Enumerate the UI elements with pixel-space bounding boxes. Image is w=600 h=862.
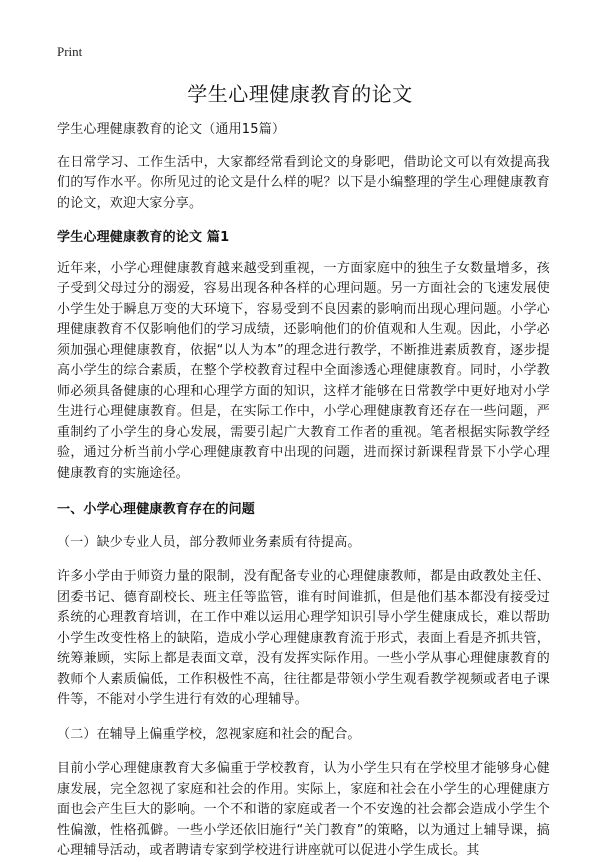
body-paragraph-1: 近年来，小学心理健康教育越来越受到重视，一方面家庭中的独生子女数量增多，孩子受到父母过分的溺爱，容易出现各种各样的心理问题。另一方面社会的飞速发展使小学生处于瞬息万变的大环境下，容易受到不良因素的影响而出现心理问题。小学心理健康教育不仅影响他们的学习成绩，还影响他们的价值观和人生观。因此，小学必须加强心理健康教育，依据“以人为本”的理念进行教学，不断推进素质教育，逐步提高小学生的综合素质，在整个学校教育过程中全面渗透心理健康教育。同时，小学教师必须具备健康的心理和心理学方面的知识，这样才能够在日常教学中更好地对小学生进行心理健康教育。但是，在实际工作中，小学心理健康教育还存在一些问题，严重制约了小学生的身心发展，需要引起广大教育工作者的重视。笔者根据实际教学经验，通过分析当前小学心理健康教育中出现的问题，进而探讨新课程背景下小学心理健康教育的实施途径。 (57, 260, 550, 481)
section-heading-1: 一、小学心理健康教育存在的问题 (57, 502, 256, 517)
article-body (57, 120, 550, 862)
intro-paragraph: 在日常学习、工作生活中，大家都经常看到论文的身影吧，借助论文可以有效提高我们的写作水平。你所见过的论文是什么样的呢？以下是小编整理的学生心理健康教育的论文，欢迎大家分享。 (57, 154, 550, 211)
subheading-1: （一）缺少专业人员，部分教师业务素质有待提高。 (57, 534, 361, 550)
body-paragraph-2: 许多小学由于师资力量的限制，没有配备专业的心理健康教师，都是由政教处主任、团委书记、德育副校长、班主任等监管，谁有时间谁抓，但是他们基本都没有接受过系统的心理教育培训，在工作中难以运用心理学知识引导小学生健康成长，难以帮助小学生改变性格上的缺陷，造成小学心理健康教育流于形式，表面上看是齐抓共管，统筹兼顾，实际上都是表面文章，没有发挥实际作用。一些小学从事心理健康教育的教师个人素质偏低，工作积极性不高，往往都是带领小学生观看教学视频或者电子课件等，不能对小学生进行有效的心理辅导。 (57, 569, 550, 707)
page-title: 学生心理健康教育的论文 (187, 82, 413, 106)
print-link[interactable]: Print (57, 44, 83, 59)
body-paragraph-3: 目前小学心理健康教育大多偏重于学校教育，认为小学生只有在学校里才能够身心健康发展，完全忽视了家庭和社会的作用。实际上，家庭和社会在小学生的心理健康方面也会产生巨大的影响。一个不和谐的家庭或者一个不安逸的社会都会造成小学生个性偏激，性格孤僻。一些小学还依旧施行“关门教育”的策略，以为通过上辅导课，搞心理辅导活动，或者聘请专家到学校进行讲座就可以促进小学生成长。其 (57, 761, 550, 858)
article-subtitle: 学生心理健康教育的论文（通用15篇） (57, 122, 286, 137)
subheading-2: （二）在辅导上偏重学校，忽视家庭和社会的配合。 (57, 726, 361, 742)
section-title: 学生心理健康教育的论文 篇1 (57, 230, 230, 245)
